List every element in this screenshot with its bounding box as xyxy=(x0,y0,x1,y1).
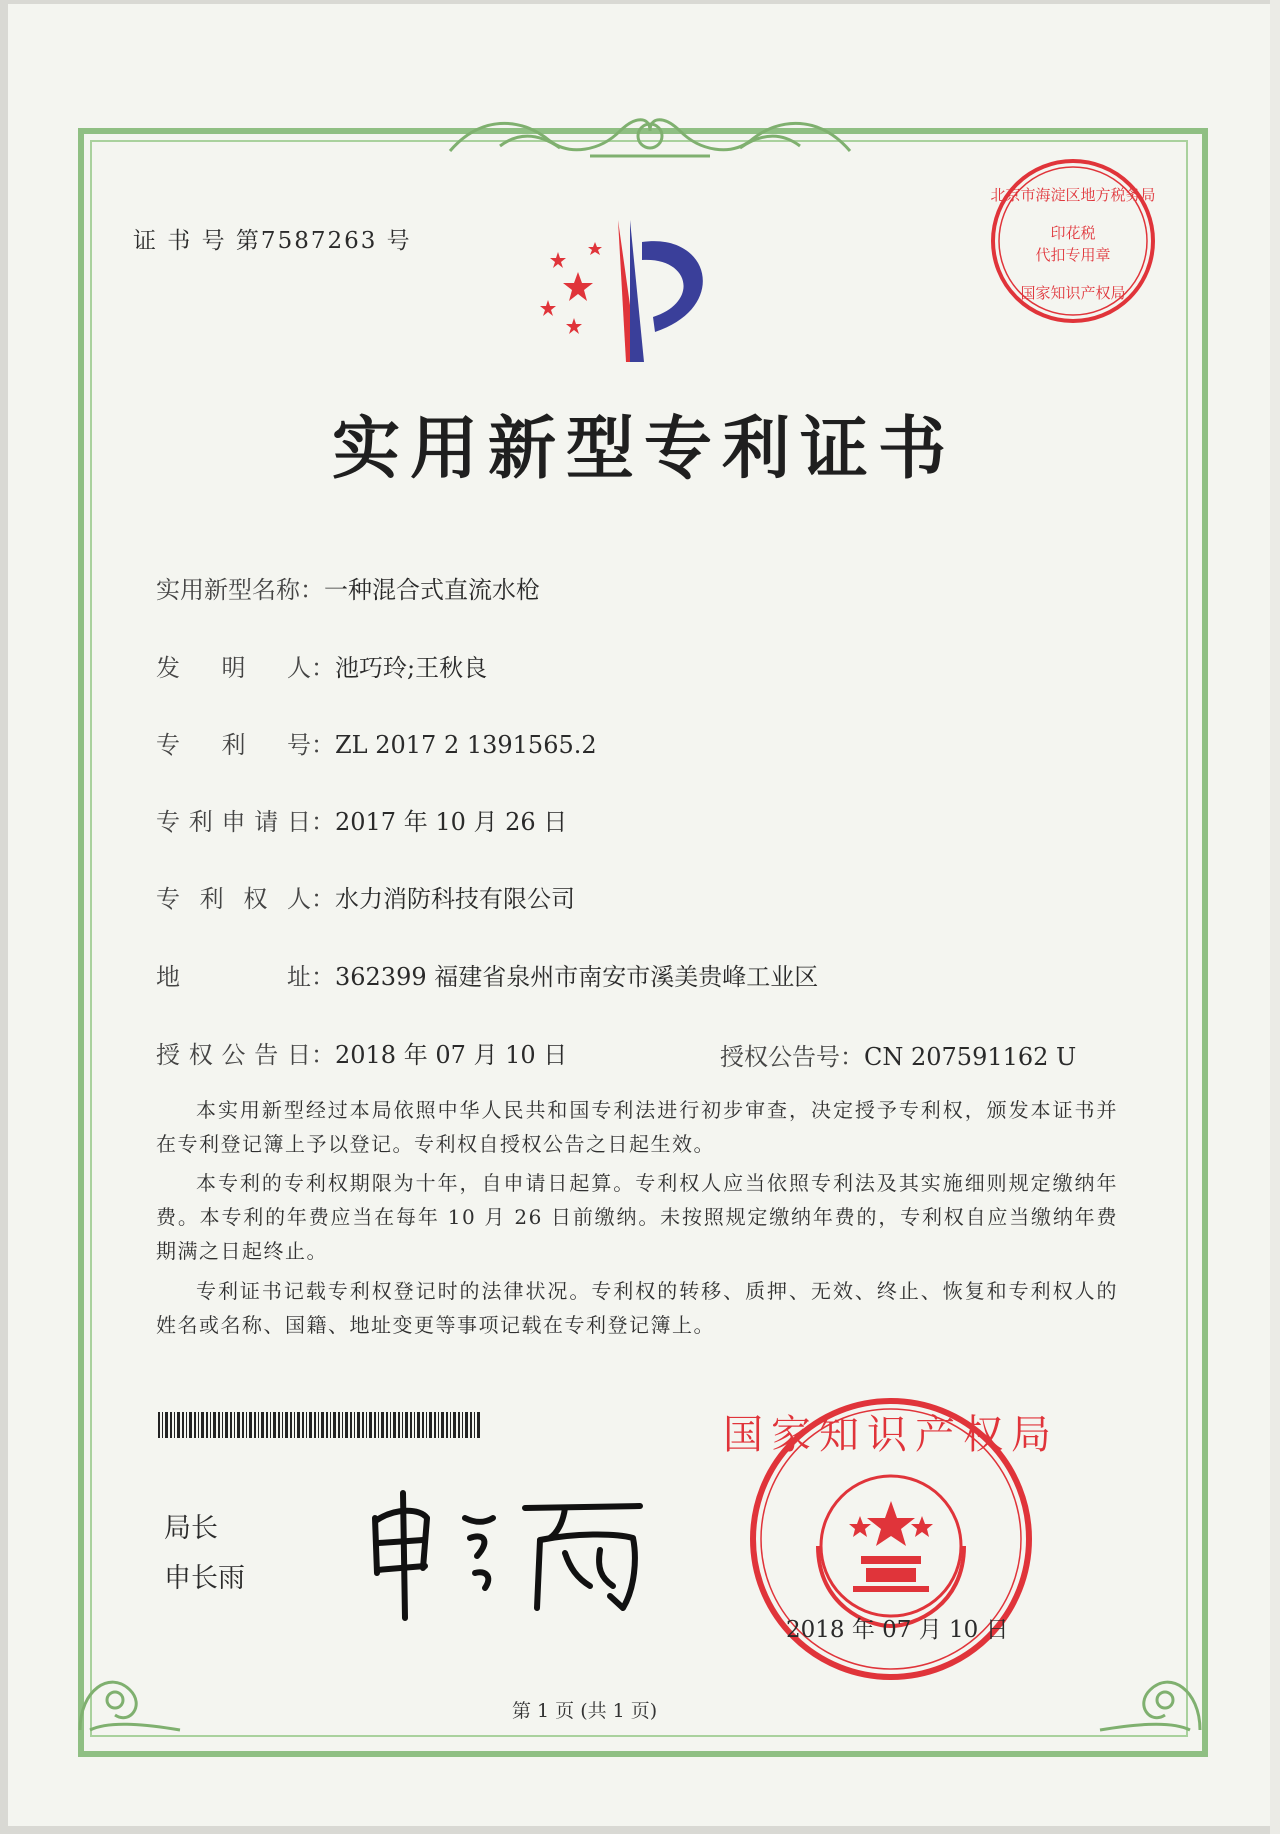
patent-office-logo-icon xyxy=(530,212,730,372)
field-label: 发明人 xyxy=(156,654,311,682)
signatory-name: 申长雨 xyxy=(164,1563,245,1594)
body-paragraph: 专利证书记载专利权登记时的法律状况。专利权的转移、质押、无效、终止、恢复和专利权人的姓名或名称、国籍、地址变更等事项记载在专利登记簿上。 xyxy=(156,1279,1118,1337)
svg-text:印花税: 印花税 xyxy=(1050,224,1096,242)
svg-text:代扣专用章: 代扣专用章 xyxy=(1035,246,1111,264)
barcode-icon xyxy=(158,1412,480,1438)
field-inventor: 发明人：池巧玲;王秋良 xyxy=(156,648,487,683)
handwritten-signature xyxy=(365,1478,650,1623)
field-value: 池巧玲;王秋良 xyxy=(335,654,488,682)
field-value: 水力消防科技有限公司 xyxy=(335,885,575,913)
field-label: 地址 xyxy=(156,963,311,991)
svg-text:北京市海淀区地方税务局: 北京市海淀区地方税务局 xyxy=(990,186,1156,204)
field-value: CN 207591162 U xyxy=(864,1043,1077,1071)
body-paragraph: 本实用新型经过本局依照中华人民共和国专利法进行初步审查，决定授予专利权，颁发本证书并在专利登记簿上予以登记。专利权自授权公告之日起生效。 xyxy=(156,1098,1118,1156)
field-label: 实用新型名称 xyxy=(156,576,300,604)
field-label: 专利号 xyxy=(156,731,311,759)
field-value: 2017 年 10 月 26 日 xyxy=(335,808,568,836)
field-grant-number: 授权公告号：CN 207591162 U xyxy=(720,1043,1077,1071)
field-address: 地址：362399 福建省泉州市南安市溪美贵峰工业区 xyxy=(156,957,818,992)
certificate-number: 证 书 号 第7587263 号 xyxy=(133,228,412,254)
field-label: 授权公告日 xyxy=(156,1041,311,1069)
seal-date: 2018 年 07 月 10 日 xyxy=(786,1617,1009,1643)
field-value: 一种混合式直流水枪 xyxy=(324,576,540,604)
field-label: 授权公告号 xyxy=(720,1043,840,1071)
field-grant-date: 授权公告日：2018 年 07 月 10 日 xyxy=(156,1035,567,1070)
corner-ornament-icon xyxy=(70,1630,190,1740)
top-ornament-icon xyxy=(440,96,860,166)
scan-edge xyxy=(1270,0,1280,1834)
field-patent-number: 专利号：ZL 2017 2 1391565.2 xyxy=(156,725,597,760)
field-utility-model-name: 实用新型名称：一种混合式直流水枪 xyxy=(156,576,540,604)
page-number: 第 1 页 (共 1 页) xyxy=(512,1700,658,1722)
signatory-title: 局长 xyxy=(164,1513,218,1544)
document-title: 实用新型专利证书 xyxy=(332,409,957,489)
svg-text:国家知识产权局: 国家知识产权局 xyxy=(723,1412,1059,1458)
field-value: ZL 2017 2 1391565.2 xyxy=(335,731,597,759)
svg-text:国家知识产权局: 国家知识产权局 xyxy=(1020,284,1126,302)
field-label: 专利申请日 xyxy=(156,808,311,836)
tax-stamp-seal xyxy=(988,156,1158,326)
field-filing-date: 专利申请日：2017 年 10 月 26 日 xyxy=(156,802,567,837)
field-label: 专利权人 xyxy=(156,885,311,913)
corner-ornament-icon xyxy=(1090,1630,1210,1740)
body-paragraph: 本专利的专利权期限为十年，自申请日起算。专利权人应当依照专利法及其实施细则规定缴纳年费。本专利的年费应当在每年 10 月 26 日前缴纳。未按照规定缴纳年费的，专利权自应当缴纳年费期满之日起终止。 xyxy=(156,1171,1118,1263)
field-patentee: 专利权人：水力消防科技有限公司 xyxy=(156,879,575,914)
field-value: 2018 年 07 月 10 日 xyxy=(335,1041,568,1069)
field-value: 362399 福建省泉州市南安市溪美贵峰工业区 xyxy=(335,963,819,991)
